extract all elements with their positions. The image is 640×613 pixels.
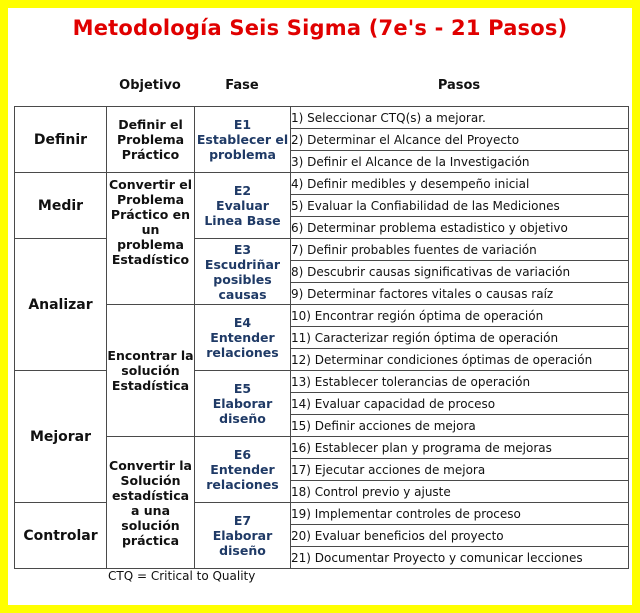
fase-code: E5 — [233, 381, 252, 396]
phase-analizar: Analizar — [15, 239, 107, 371]
header-objetivo: Objetivo — [119, 78, 181, 93]
fase-e7 — [195, 503, 291, 569]
fase-e3 — [195, 239, 291, 305]
objective-1: Definir el Problema Práctico — [107, 107, 195, 173]
step-18: 18) Control previo y ajuste — [291, 481, 629, 503]
fase-label: Escudriñar posibles causas — [204, 256, 281, 302]
step-15: 15) Definir acciones de mejora — [291, 415, 629, 437]
fase-e4 — [195, 305, 291, 371]
fase-e2 — [195, 173, 291, 239]
step-14: 14) Evaluar capacidad de proceso — [291, 393, 629, 415]
step-13: 13) Establecer tolerancias de operación — [291, 371, 629, 393]
step-3: 3) Definir el Alcance de la Investigación — [291, 151, 629, 173]
phase-definir: Definir — [15, 107, 107, 173]
phase-mejorar: Mejorar — [15, 371, 107, 503]
step-16: 16) Establecer plan y programa de mejoras — [291, 437, 629, 459]
phase-medir: Medir — [15, 173, 107, 239]
table-row — [15, 437, 629, 459]
step-10: 10) Encontrar región óptima de operación — [291, 305, 629, 327]
phase-controlar: Controlar — [15, 503, 107, 569]
step-8: 8) Descubrir causas significativas de variación — [291, 261, 629, 283]
step-17: 17) Ejecutar acciones de mejora — [291, 459, 629, 481]
fase-e6 — [195, 437, 291, 503]
fase-label: Entender relaciones — [206, 462, 279, 492]
step-21: 21) Documentar Proyecto y comunicar lecciones — [291, 547, 629, 569]
fase-code: E2 — [233, 183, 252, 198]
fase-code: E7 — [233, 513, 252, 528]
fase-label: Elaborar diseño — [212, 396, 273, 426]
header-fase: Fase — [225, 78, 259, 93]
fase-code: E4 — [233, 315, 252, 330]
step-6: 6) Determinar problema estadistico y objetivo — [291, 217, 629, 239]
fase-code: E1 — [233, 117, 252, 132]
step-2: 2) Determinar el Alcance del Proyecto — [291, 129, 629, 151]
step-9: 9) Determinar factores vitales o causas raíz — [291, 283, 629, 305]
table-row — [15, 173, 629, 195]
header-pasos: Pasos — [437, 78, 481, 93]
step-11: 11) Caracterizar región óptima de operación — [291, 327, 629, 349]
objective-4: Convertir la Solución estadística a una solución práctica — [107, 437, 195, 569]
page-title: Metodología Seis Sigma (7e's - 21 Pasos) — [72, 16, 568, 40]
step-19: 19) Implementar controles de proceso — [291, 503, 629, 525]
fase-label: Elaborar diseño — [212, 528, 273, 558]
fase-label: Evaluar Linea Base — [204, 198, 281, 228]
step-1: 1) Seleccionar CTQ(s) a mejorar. — [291, 107, 629, 129]
step-12: 12) Determinar condiciones óptimas de operación — [291, 349, 629, 371]
methodology-table — [14, 106, 629, 569]
table-row — [15, 305, 629, 327]
step-4: 4) Definir medibles y desempeño inicial — [291, 173, 629, 195]
objective-2: Convertir el Problema Práctico en un problema Estadístico — [107, 173, 195, 305]
fase-e1 — [195, 107, 291, 173]
table-row — [15, 107, 629, 129]
step-20: 20) Evaluar beneficios del proyecto — [291, 525, 629, 547]
step-5: 5) Evaluar la Confiabilidad de las Mediciones — [291, 195, 629, 217]
objective-3: Encontrar la solución Estadística — [107, 305, 195, 437]
document-frame — [8, 8, 632, 605]
footnote: CTQ = Critical to Quality — [108, 569, 256, 583]
fase-label: Entender relaciones — [206, 330, 279, 360]
fase-code: E3 — [233, 241, 252, 257]
fase-label: Establecer el problema — [196, 132, 289, 162]
step-7: 7) Definir probables fuentes de variación — [291, 239, 629, 261]
fase-code: E6 — [233, 447, 252, 462]
fase-e5 — [195, 371, 291, 437]
